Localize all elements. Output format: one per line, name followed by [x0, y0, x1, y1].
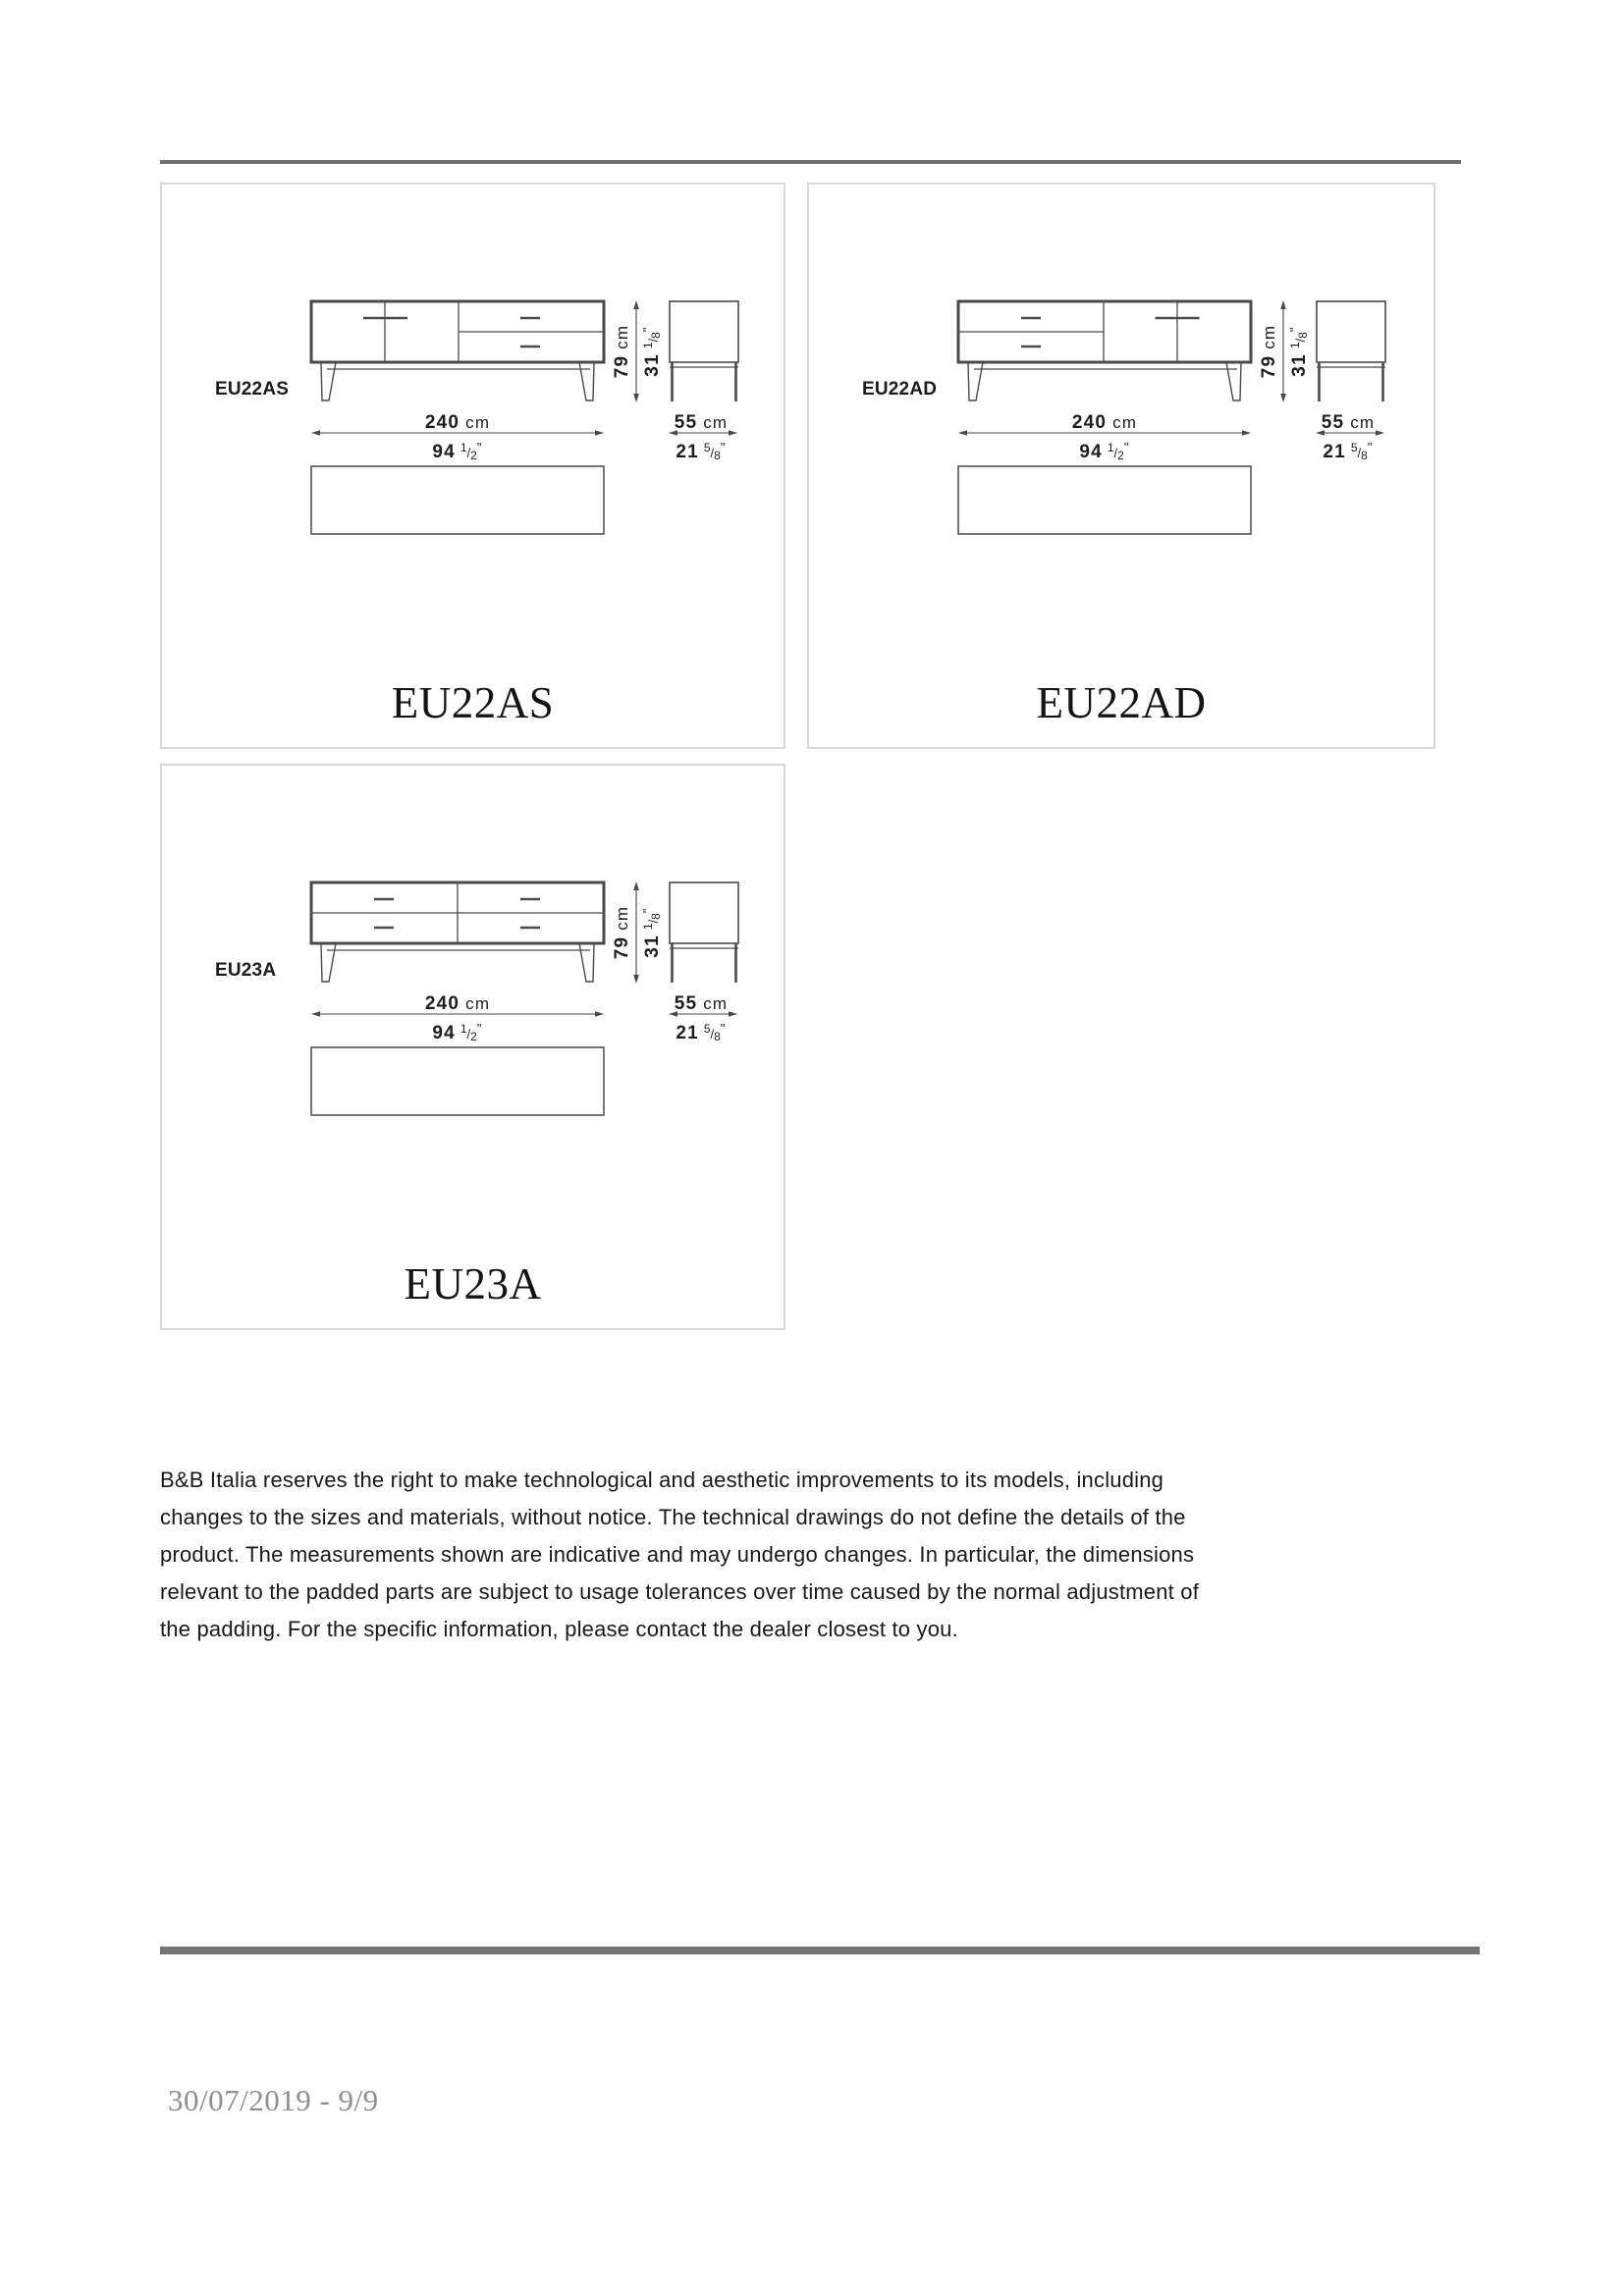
dimension-depth-inches: 21 $^5/_8^"$	[676, 440, 727, 462]
dimension-depth-cm: 55 cm	[674, 993, 729, 1014]
technical-drawing-eu23a	[162, 766, 784, 1328]
dimension-height-inches: $31^1/_8^"$	[640, 326, 663, 377]
top-rule	[160, 160, 1461, 164]
dimension-width-inches: 94 $^1/_2^"$	[432, 1021, 483, 1043]
model-code-label: EU22AD	[862, 379, 938, 400]
model-code-label: EU22AS	[215, 379, 290, 400]
disclaimer-line: relevant to the padded parts are subject to usage tolerances over time caused by the normal adjustment of	[160, 1579, 1200, 1604]
spec-panel-eu23a	[160, 764, 785, 1330]
technical-drawing-eu22ad	[809, 185, 1434, 747]
dimension-height-cm: 79cm	[1259, 324, 1279, 379]
footer-date: 30/07/2019 - 9/9	[168, 2083, 379, 2117]
dimension-width-cm: 240 cm	[424, 412, 491, 433]
footer-bar	[160, 1947, 1480, 1954]
disclaimer-line: the padding. For the specific information, please contact the dealer closest to you.	[160, 1617, 958, 1641]
model-code-label: EU23A	[215, 960, 277, 981]
dimension-height-inches: $31^1/_8^"$	[640, 907, 663, 958]
dimension-depth-inches: 21 $^5/_8^"$	[676, 1021, 727, 1043]
dimension-width-cm: 240 cm	[424, 993, 491, 1014]
spec-panel-eu22ad	[807, 183, 1435, 749]
dimension-width-inches: 94 $^1/_2^"$	[432, 440, 483, 462]
model-title: EU23A	[404, 1259, 542, 1308]
dimension-height-cm: 79cm	[612, 905, 632, 960]
dimension-height-inches: $31^1/_8^"$	[1287, 326, 1310, 377]
technical-drawing-eu22as	[162, 185, 784, 747]
dimension-height-cm: 79cm	[612, 324, 632, 379]
dimension-depth-cm: 55 cm	[1321, 412, 1376, 433]
dimension-width-cm: 240 cm	[1071, 412, 1138, 433]
spec-panel-eu22as	[160, 183, 785, 749]
model-title: EU22AD	[1036, 678, 1207, 727]
disclaimer-paragraph	[160, 1462, 1495, 1648]
disclaimer-line: product. The measurements shown are indicative and may undergo changes. In particular, the dimensions	[160, 1542, 1195, 1567]
dimension-width-inches: 94 $^1/_2^"$	[1079, 440, 1130, 462]
dimension-depth-cm: 55 cm	[674, 412, 729, 433]
model-title: EU22AS	[391, 678, 555, 727]
disclaimer-line: B&B Italia reserves the right to make technological and aesthetic improvements to its models, including	[160, 1468, 1164, 1492]
dimension-depth-inches: 21 $^5/_8^"$	[1323, 440, 1374, 462]
disclaimer-line: changes to the sizes and materials, without notice. The technical drawings do not define the details of the	[160, 1505, 1186, 1529]
